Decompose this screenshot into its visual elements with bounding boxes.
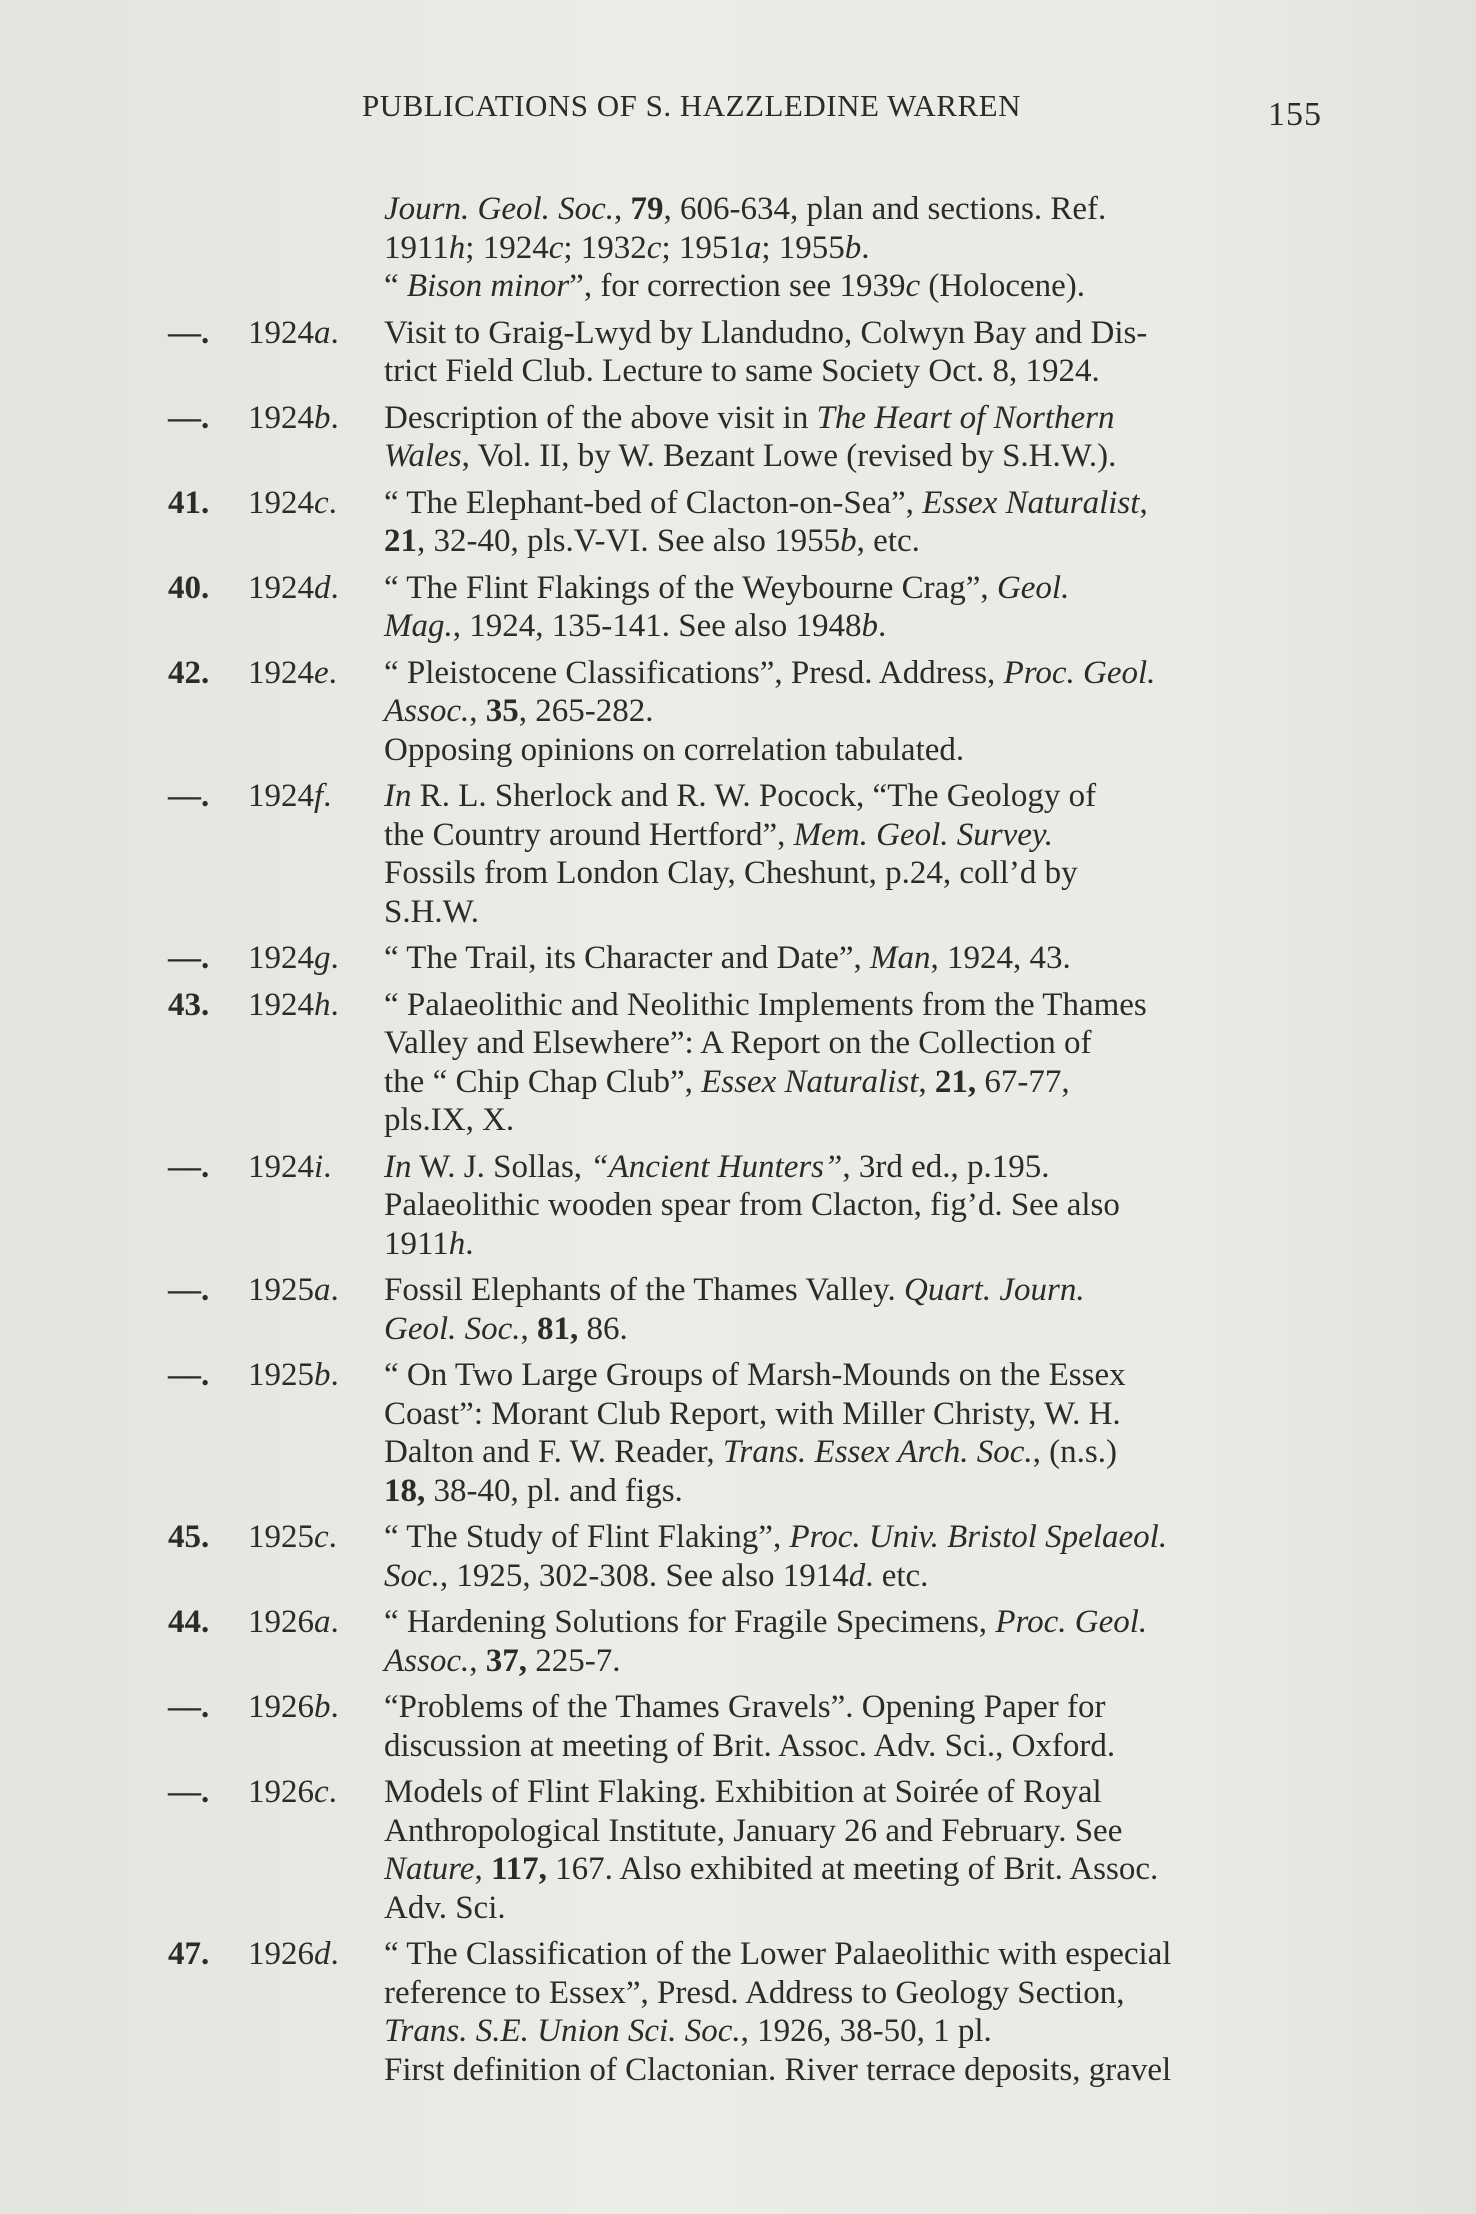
entry-number: 45. bbox=[168, 1519, 210, 1555]
entry-line: S.H.W. bbox=[384, 893, 480, 930]
entry-number: —. bbox=[168, 399, 210, 436]
entry-text bbox=[384, 190, 1322, 306]
bibliography-entry bbox=[0, 1688, 1476, 1765]
bibliography-entry bbox=[0, 1773, 1476, 1927]
entry-line: 21, 32-40, pls.V-VI. See also 1955b, etc. bbox=[384, 523, 920, 559]
bibliography-entry bbox=[0, 399, 1476, 476]
entry-year: 1926c. bbox=[248, 1774, 337, 1810]
entry-line: Journ. Geol. Soc., 79, 606-634, plan and sections. Ref. bbox=[384, 191, 1107, 227]
entry-text bbox=[384, 569, 1322, 646]
entry-line: Fossil Elephants of the Thames Valley. Quart. Journ. bbox=[384, 1272, 1085, 1308]
entry-text bbox=[384, 1148, 1322, 1264]
entry-line: “ The Classification of the Lower Palaeolithic with especial bbox=[384, 1936, 1172, 1972]
bibliography-entry bbox=[0, 1518, 1476, 1595]
entry-text bbox=[384, 1356, 1322, 1510]
entry-year: 1924h. bbox=[248, 986, 339, 1023]
bibliography-entry bbox=[0, 1271, 1476, 1348]
entry-year: 1924i. bbox=[248, 1148, 332, 1185]
entry-text bbox=[384, 314, 1322, 391]
entry-year: 1924e. bbox=[248, 654, 337, 691]
entry-text bbox=[384, 399, 1322, 476]
entry-line: Opposing opinions on correlation tabulated. bbox=[384, 731, 965, 768]
entry-number: —. bbox=[168, 1148, 210, 1185]
entry-text bbox=[384, 986, 1322, 1140]
entry-line: discussion at meeting of Brit. Assoc. Adv. Sci., Oxford. bbox=[384, 1727, 1116, 1764]
entry-line: Visit to Graig-Lwyd by Llandudno, Colwyn Bay and Dis- bbox=[384, 314, 1148, 351]
entry-line: Nature, 117, 167. Also exhibited at meeting of Brit. Assoc. bbox=[384, 1851, 1159, 1887]
entry-number: —. bbox=[168, 940, 210, 976]
entry-line: First definition of Clactonian. River terrace deposits, gravel bbox=[384, 2051, 1172, 2088]
entry-text bbox=[384, 939, 1322, 978]
entry-line: Trans. S.E. Union Sci. Soc., 1926, 38-50, 1 pl. bbox=[384, 2013, 992, 2049]
entry-line: Assoc., 35, 265-282. bbox=[384, 693, 654, 729]
entry-year: 1924b. bbox=[248, 399, 339, 436]
entry-year: 1924f. bbox=[248, 778, 332, 814]
entry-text bbox=[384, 1773, 1322, 1927]
bibliography-entry bbox=[0, 1603, 1476, 1680]
entry-year: 1926d. bbox=[248, 1936, 339, 1972]
entry-year: 1926b. bbox=[248, 1689, 339, 1725]
entry-line: Soc., 1925, 302-308. See also 1914d. etc. bbox=[384, 1557, 929, 1594]
entry-number: —. bbox=[168, 314, 210, 351]
entry-number: —. bbox=[168, 778, 210, 814]
entry-line: Assoc., 37, 225-7. bbox=[384, 1642, 621, 1679]
entry-line: Adv. Sci. bbox=[384, 1889, 506, 1926]
entry-number: 42. bbox=[168, 654, 210, 691]
bibliography-entry bbox=[0, 569, 1476, 646]
entry-number: —. bbox=[168, 1357, 210, 1393]
entry-line: 18, 38-40, pl. and figs. bbox=[384, 1472, 683, 1509]
entry-text bbox=[384, 1603, 1322, 1680]
running-title: PUBLICATIONS OF S. HAZZLEDINE WARREN bbox=[362, 88, 1021, 123]
entry-year: 1924d. bbox=[248, 569, 339, 606]
entry-number: 47. bbox=[168, 1936, 210, 1972]
entry-line: “ The Trail, its Character and Date”, Man, 1924, 43. bbox=[384, 940, 1071, 976]
entry-text bbox=[384, 654, 1322, 770]
entry-number: —. bbox=[168, 1272, 210, 1308]
entry-number: 41. bbox=[168, 484, 210, 521]
bibliography-entry bbox=[0, 939, 1476, 978]
entry-line: 1911h; 1924c; 1932c; 1951a; 1955b. bbox=[384, 229, 870, 266]
entry-line: Description of the above visit in The Heart of Northern bbox=[384, 399, 1115, 436]
entry-number: 44. bbox=[168, 1604, 210, 1640]
entry-year: 1925a. bbox=[248, 1272, 339, 1308]
entry-number: —. bbox=[168, 1689, 210, 1725]
bibliography-entry bbox=[0, 1935, 1476, 2089]
entry-line: Coast”: Morant Club Report, with Miller Christy, W. H. bbox=[384, 1395, 1121, 1432]
page-number: 155 bbox=[1268, 96, 1322, 133]
entry-year: 1924g. bbox=[248, 940, 339, 976]
entry-line: Anthropological Institute, January 26 and February. See bbox=[384, 1812, 1123, 1849]
bibliography-entry bbox=[0, 986, 1476, 1140]
entry-text bbox=[384, 1935, 1322, 2089]
entry-line: reference to Essex”, Presd. Address to Geology Section, bbox=[384, 1974, 1125, 2011]
entry-year: 1924c. bbox=[248, 484, 337, 521]
entry-line: Models of Flint Flaking. Exhibition at Soirée of Royal bbox=[384, 1774, 1102, 1810]
entry-year: 1925c. bbox=[248, 1519, 337, 1555]
entry-text bbox=[384, 777, 1322, 931]
entry-line: Wales, Vol. II, by W. Bezant Lowe (revised by S.H.W.). bbox=[384, 438, 1117, 474]
entry-line: “ The Study of Flint Flaking”, Proc. Univ. Bristol Spelaeol. bbox=[384, 1519, 1168, 1555]
bibliography-entry bbox=[0, 484, 1476, 561]
entry-text bbox=[384, 1271, 1322, 1348]
bibliography-entry bbox=[0, 1356, 1476, 1510]
entry-line: 1911h. bbox=[384, 1225, 474, 1262]
bibliography-entry bbox=[0, 190, 1476, 306]
entry-number: —. bbox=[168, 1774, 210, 1810]
entry-line: “ Bison minor”, for correction see 1939c (Holocene). bbox=[384, 268, 1086, 304]
entry-line: the Country around Hertford”, Mem. Geol. Survey. bbox=[384, 816, 1053, 853]
bibliography-entry bbox=[0, 1148, 1476, 1264]
entry-line: “ Pleistocene Classifications”, Presd. Address, Proc. Geol. bbox=[384, 654, 1156, 691]
entry-line: “ The Flint Flakings of the Weybourne Crag”, Geol. bbox=[384, 569, 1070, 606]
entry-line: trict Field Club. Lecture to same Society Oct. 8, 1924. bbox=[384, 353, 1100, 389]
entry-text bbox=[384, 1518, 1322, 1595]
bibliography-entry bbox=[0, 314, 1476, 391]
entry-line: “ The Elephant-bed of Clacton-on-Sea”, Essex Naturalist, bbox=[384, 484, 1148, 521]
bibliography-entry bbox=[0, 777, 1476, 931]
entry-line: Geol. Soc., 81, 86. bbox=[384, 1310, 628, 1347]
entry-year: 1924a. bbox=[248, 314, 339, 351]
entry-line: Valley and Elsewhere”: A Report on the Collection of bbox=[384, 1025, 1092, 1061]
entry-line: “ Hardening Solutions for Fragile Specimens, Proc. Geol. bbox=[384, 1604, 1148, 1640]
entry-line: pls.IX, X. bbox=[384, 1102, 515, 1138]
entry-number: 40. bbox=[168, 569, 210, 606]
entry-year: 1926a. bbox=[248, 1604, 339, 1640]
entry-text bbox=[384, 1688, 1322, 1765]
entry-line: Fossils from London Clay, Cheshunt, p.24, coll’d by bbox=[384, 855, 1078, 891]
entry-line: “ On Two Large Groups of Marsh-Mounds on the Essex bbox=[384, 1357, 1126, 1393]
entry-line: Palaeolithic wooden spear from Clacton, fig’d. See also bbox=[384, 1187, 1120, 1223]
entry-line: “ Palaeolithic and Neolithic Implements from the Thames bbox=[384, 986, 1147, 1023]
bibliography-entry bbox=[0, 654, 1476, 770]
entry-year: 1925b. bbox=[248, 1357, 339, 1393]
entry-number: 43. bbox=[168, 986, 210, 1023]
entry-line: In R. L. Sherlock and R. W. Pocock, “The Geology of bbox=[384, 778, 1097, 814]
entry-line: “Problems of the Thames Gravels”. Opening Paper for bbox=[384, 1689, 1106, 1725]
entry-line: Dalton and F. W. Reader, Trans. Essex Arch. Soc., (n.s.) bbox=[384, 1434, 1117, 1470]
entry-line: In W. J. Sollas, “Ancient Hunters”, 3rd ed., p.195. bbox=[384, 1148, 1050, 1185]
entry-line: Mag., 1924, 135-141. See also 1948b. bbox=[384, 608, 887, 644]
entry-line: the “ Chip Chap Club”, Essex Naturalist, 21, 67-77, bbox=[384, 1063, 1070, 1100]
bibliography-list bbox=[0, 190, 1476, 2097]
entry-text bbox=[384, 484, 1322, 561]
